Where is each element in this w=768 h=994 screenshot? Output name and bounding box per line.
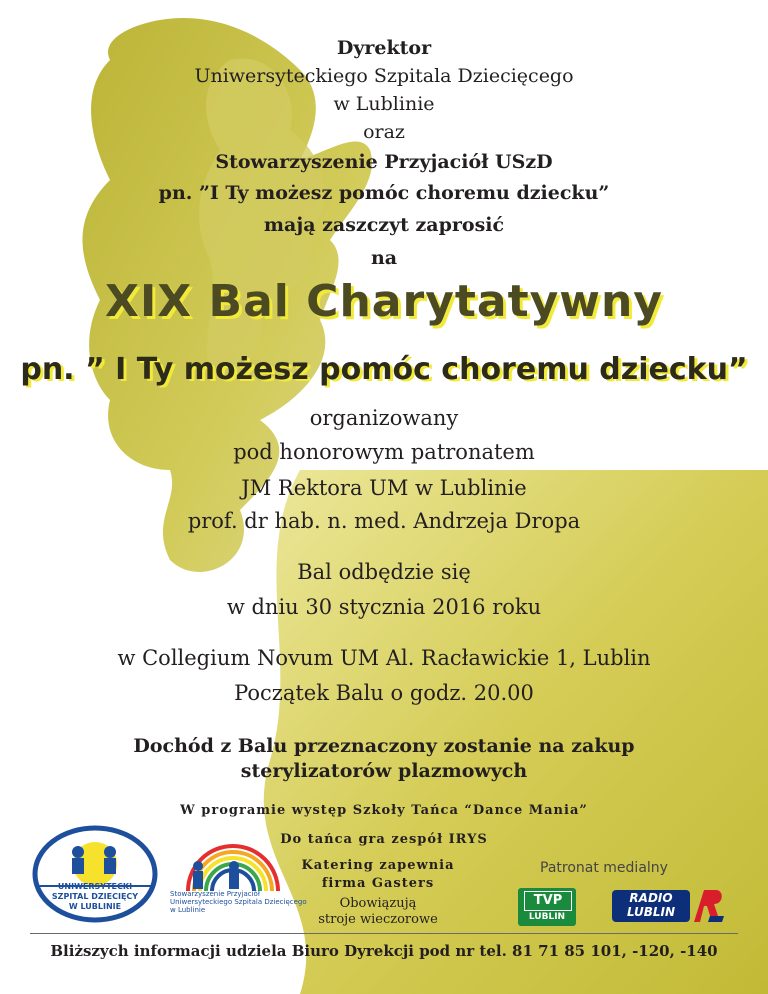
program-band: Do tańca gra zespół IRYS — [280, 832, 488, 847]
header-association: Stowarzyszenie Przyjaciół USzD — [215, 151, 553, 173]
event-title: XIX Bal Charytatywny — [105, 276, 663, 327]
patronage-organized: organizowany — [309, 406, 459, 430]
media-patronage-label: Patronat medialny — [540, 860, 668, 876]
header-director: Dyrektor — [336, 37, 432, 59]
program-dance: W programie występ Szkoły Tańca “Dance Mania” — [180, 803, 588, 818]
hospital-logo-line1: UNIWERSYTECKI — [57, 882, 133, 891]
header-to: na — [370, 247, 398, 269]
patronage-rector: JM Rektora UM w Lublinie — [241, 476, 527, 500]
venue-start-time: Początek Balu o godz. 20.00 — [234, 681, 534, 705]
program-catering-2: firma Gasters — [321, 876, 435, 891]
header-and: oraz — [363, 121, 405, 143]
radio-logo-mark — [690, 886, 728, 926]
income-line1: Dochód z Balu przeznaczony zostanie na zakup — [133, 735, 635, 757]
date-intro: Bal odbędzie się — [297, 560, 471, 584]
venue-address: w Collegium Novum UM Al. Racławickie 1, Lublin — [117, 646, 651, 670]
footer-divider — [30, 933, 738, 934]
radio-logo-line2: LUBLIN — [626, 905, 676, 919]
program-dress-1: Obowiązują — [339, 896, 417, 911]
tvp-lublin-logo — [518, 888, 576, 926]
event-subtitle: pn. ” I Ty możesz pomóc choremu dziecku” — [20, 352, 748, 387]
program-dress-2: stroje wieczorowe — [318, 912, 438, 927]
patronage-honorary: pod honorowym patronatem — [233, 440, 535, 464]
program-catering-1: Katering zapewnia — [301, 858, 455, 873]
header-city: w Lublinie — [333, 93, 435, 115]
date-value: w dniu 30 stycznia 2016 roku — [226, 595, 542, 619]
association-logo-line2: Uniwersyteckiego Szpitala Dziecięcego — [170, 898, 307, 906]
association-logo — [168, 836, 288, 896]
tvp-logo-top: TVP — [524, 891, 572, 911]
association-logo-line1: Stowarzyszenie Przyjaciół — [170, 890, 260, 898]
patronage-professor: prof. dr hab. n. med. Andrzeja Dropa — [187, 509, 581, 533]
association-logo-line3: w Lublinie — [170, 906, 206, 914]
header-association-name: pn. ”I Ty możesz pomóc choremu dziecku” — [158, 182, 610, 204]
footer-contact: Bliższych informacji udziela Biuro Dyrekcji pod nr tel. 81 71 85 101, -120, -140 — [50, 942, 718, 960]
tvp-logo-bottom: LUBLIN — [528, 912, 566, 922]
radio-logo-line1: RADIO — [629, 891, 673, 905]
income-line2: sterylizatorów plazmowych — [240, 760, 528, 782]
header-hospital: Uniwersyteckiego Szpitala Dziecięcego — [194, 65, 574, 87]
hospital-logo-line2: SZPITAL DZIECIĘCY — [51, 892, 139, 901]
hospital-logo-line3: W LUBLINIE — [68, 902, 122, 911]
radio-lublin-logo — [612, 886, 728, 926]
header-invite: mają zaszczyt zaprosić — [263, 214, 505, 236]
